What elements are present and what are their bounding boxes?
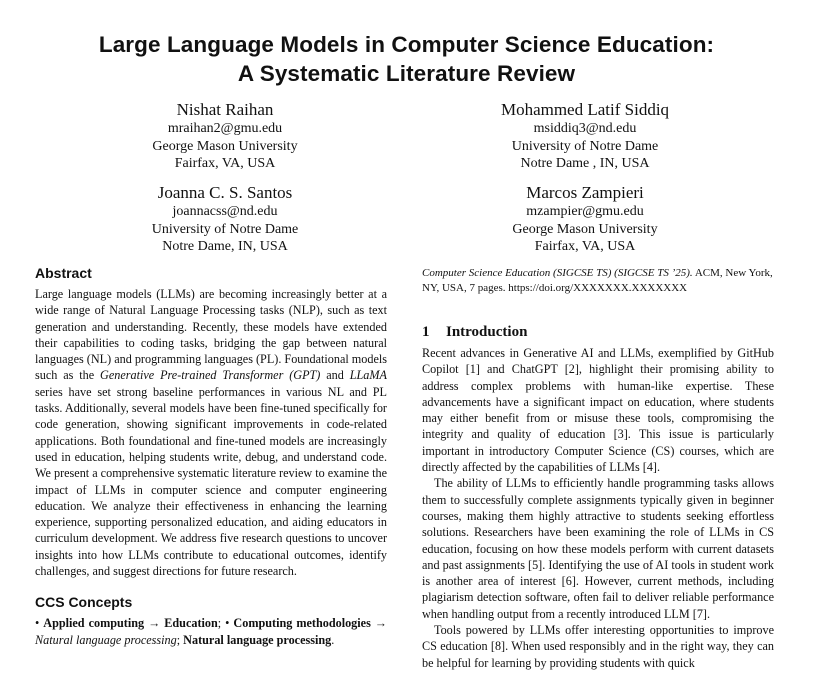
abstract-text — [35, 286, 387, 579]
ccs-arrow: → — [370, 616, 387, 631]
paper-title — [0, 30, 813, 88]
section-number: 1 — [422, 324, 430, 340]
ccs-bullet-2: • — [225, 616, 234, 631]
ccs-bullet-1: • — [35, 616, 44, 631]
right-column — [422, 266, 774, 671]
abstract-llama: LLaMA — [349, 368, 387, 383]
author-email[interactable]: mzampier@gmu.edu — [526, 204, 644, 219]
reference-venue: Computer Science Education (SIGCSE TS) (SIGCSE TS ’25). — [422, 267, 693, 279]
acm-reference — [422, 266, 774, 296]
title-line-2: A Systematic Literature Review — [237, 61, 576, 86]
ccs-concept-nlp-bold: Natural language processing — [183, 632, 332, 647]
author-affiliation: University of Notre Dame — [511, 138, 659, 154]
author-name: Mohammed Latif Siddiq — [500, 100, 670, 119]
author-name: Nishat Raihan — [176, 100, 274, 119]
author-name: Joanna C. S. Santos — [157, 183, 293, 202]
author-block — [420, 100, 750, 173]
author-affiliation: University of Notre Dame — [151, 221, 299, 237]
ccs-separator-1: ; — [217, 616, 226, 631]
author-location: Fairfax, VA, USA — [534, 239, 636, 254]
author-location: Notre Dame , IN, USA — [520, 156, 650, 171]
author-email[interactable]: msiddiq3@nd.edu — [533, 121, 637, 136]
abstract-gpt: Generative Pre-trained Transformer (GPT) — [100, 368, 321, 383]
ccs-separator-2: ; — [176, 632, 184, 647]
intro-paragraph-2: The ability of LLMs to efficiently handle programming tasks allows them to successfully complete assignments typically given in beginner courses, making them highly attractive to students seeking effortless solutions. Researchers have been examining the role of LLMs in CS education, focusing on how these models perform with current datasets and past assignments [5]. Identifying the use of AI tools in student work is another area of interest [6]. However, current methods, including plagiarism detection software, often fail to deliver reliable performance when handling output from a recently introduced LLM [7]. — [422, 476, 774, 621]
author-name: Marcos Zampieri — [526, 183, 644, 202]
ccs-section — [35, 593, 387, 648]
ccs-concept-education: Applied computing → Education — [43, 616, 218, 631]
author-affiliation: George Mason University — [152, 138, 298, 154]
author-block — [420, 183, 750, 256]
abstract-heading: Abstract — [35, 265, 92, 281]
abstract-text-a: Large language models (LLMs) are becoming increasingly better at a wide range of Natural Language Processing tasks (NLP), such as text generation and understanding. Recently, these models have extended their capabilities to coding tasks, bridging the gap between natural languages (NL) and programming languages (PL). Foundational models such as the — [35, 287, 388, 383]
title-line-1: Large Language Models in Computer Science Education: — [98, 32, 715, 57]
intro-paragraph-1: Recent advances in Generative AI and LLMs, exemplified by GitHub Copilot [1] and ChatGPT [2], highlight their promising ability to address complex problems with human-like expertise. These advancements have a significant impact on education, where students may either benefit from or misuse these tools, compromising the integrity and quality of education [3]. This issue is particularly important in introductory Computer Science (CS) courses, which are directly affected by the capabilities of LLMs [4]. — [422, 346, 774, 475]
author-block — [60, 183, 390, 256]
abstract-and: and — [320, 368, 350, 383]
ccs-concept-nlp-italic: Natural language processing — [35, 632, 177, 647]
ccs-text — [35, 615, 387, 648]
author-location: Fairfax, VA, USA — [174, 156, 276, 171]
left-column — [35, 264, 387, 648]
ccs-concept-methodologies: Computing methodologies — [233, 616, 371, 631]
ccs-heading: CCS Concepts — [35, 594, 133, 611]
author-block — [60, 100, 390, 173]
section-title: Introduction — [446, 324, 528, 340]
introduction-section — [422, 322, 774, 671]
author-email[interactable]: joannacss@nd.edu — [172, 204, 278, 219]
author-affiliation: George Mason University — [512, 221, 658, 237]
introduction-heading — [422, 322, 774, 342]
intro-paragraph-3: Tools powered by LLMs offer interesting opportunities to improve CS education [8]. When used responsibly and in the right way, they can be helpful for learning by providing students with quick — [422, 623, 774, 670]
ccs-end: . — [331, 632, 335, 647]
abstract-text-b: series have set strong baseline performances in various NL and PL tasks. Additionally, several models have been fine-tuned specifically for code generation, showing significant improvements in code-related applications. Both foundational and fine-tuned models are increasingly used in education, helping students write, debug, and understand code. We present a comprehensive systematic literature review to examine the impact of LLMs in computer science and computer engineering education. We analyze their effectiveness in enhancing the learning experience, supporting personalized education, and aiding educators in curriculum development. We address five research questions to uncover insights into how LLMs contribute to educational outcomes, identify challenges, and suggest directions for future research. — [35, 384, 387, 579]
author-location: Notre Dame, IN, USA — [162, 239, 288, 254]
reference-rest[interactable]: ACM, New York, NY, USA, 7 pages. https://doi.org/XXXXXXX.XXXXXXX — [422, 267, 773, 294]
author-email[interactable]: mraihan2@gmu.edu — [167, 121, 283, 136]
